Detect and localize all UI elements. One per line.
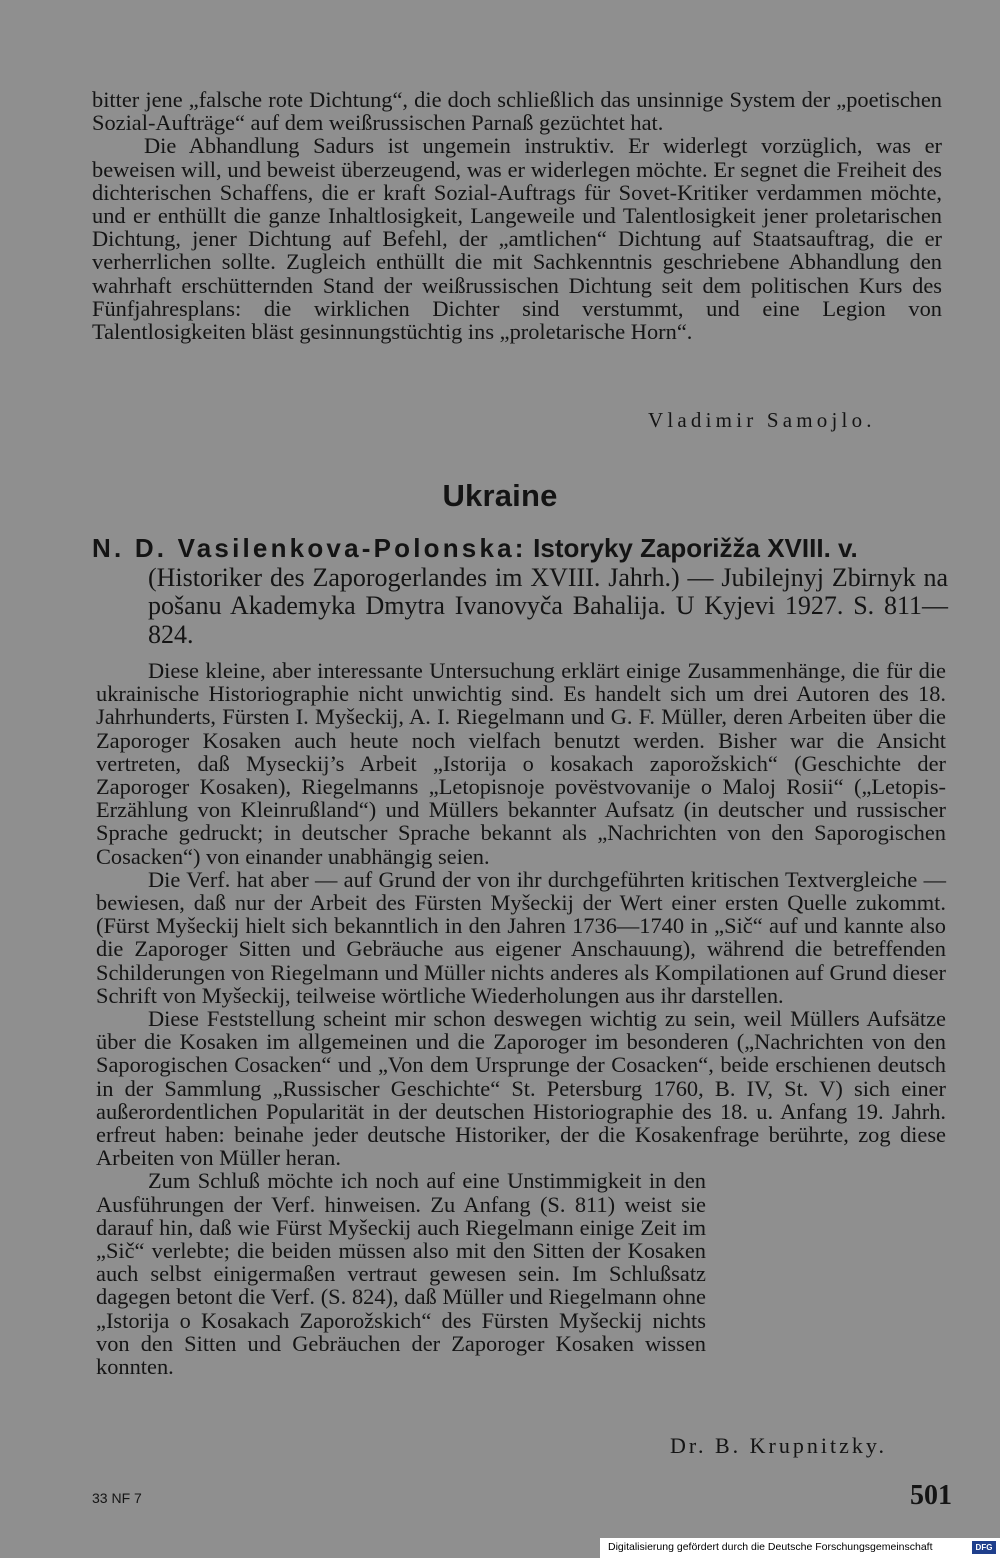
review1-signature: Vladimir Samojlo. <box>648 408 876 432</box>
review2-signature: Dr. B. Krupnitzky. <box>670 1433 887 1458</box>
review2-bibliographic-details: (Historiker des Zaporogerlandes im XVIII. Jahrh.) — Jubilejnyj Zbirnyk na pošanu Akademyka Dmytra Ivanovyča Bahalija. U Kyjevi 1927. S. 811—824. <box>148 562 948 649</box>
review2-paragraph-2: Die Verf. hat aber — auf Grund der von ihr durchgeführten kritischen Textvergleiche — bewiesen, daß nur der Arbeit des Fürsten Myšeckij der Wert einer ersten Quelle zukommt. (Fürst Myšeckij hielt sich bekanntlich in den Jahren 1736—1740 in „Sič“ auf und kannte also die Zaporoger Sitten und Gebräuche aus eigener Anschauung), während die betreffenden Schilderungen von Riegelmann und Müller nichts anderes als Kompilationen auf Grund dieser Schrift von Myšeckij, teilweise wörtliche Wiederholungen aus ihr darstellen. <box>96 866 946 1008</box>
review2-paragraph-3: Diese Feststellung scheint mir schon deswegen wichtig zu sein, weil Müllers Aufsätze über die Kosaken im allgemeinen und die Zaporoger im besonderen („Nachrichten von den Saporogischen Cosacken“ und „Von dem Ursprunge der Cosacken“, beide erschienen deutsch in der Sammlung „Russischer Geschichte“ St. Petersburg 1760, B. IV, St. V) sich einer außerordentlichen Popularität in der deutschen Historiographie des 18. u. Anfang 19. Jahrh. erfreut haben: beinahe jeder deutsche Historiker, der die Kosakenfrage berührte, zog diese Arbeiten von Müller heran. <box>96 1006 946 1171</box>
review1-text <box>92 88 942 343</box>
digitization-credit: Digitalisierung gefördert durch die Deutsche Forschungsgemeinschaft <box>608 1541 933 1553</box>
review2-text <box>96 659 946 1378</box>
review2-paragraph-1: Diese kleine, aber interessante Untersuchung erklärt einige Zusammenhänge, die für die ukrainische Historiographie nicht unwichtig sind. Es handelt sich um drei Autoren des 18. Jahrhunderts, Fürsten I. Myšeckij, A. I. Riegelmann und G. F. Müller, deren Arbeiten über die Zaporoger Kosaken auch heute noch vielfach benutzt werden. Bisher war die Ansicht vertreten, daß Myseckij’s Arbeit „Istorija o kosakach zaporožskich“ (Geschichte der Zaporoger Kosaken), Riegelmanns „Letopisnoje povëstvovanije o Maloj Rosii“ („Letopis-Erzählung von Kleinrußland“) und Müllers bekannter Aufsatz (in deutscher und russischer Sprache gedruckt; in deutscher Sprache bekannt als „Nachrichten von den Saporogischen Cosacken“) von einander unabhängig seien. <box>96 658 946 869</box>
review2-paragraph-4: Zum Schluß möchte ich noch auf eine Unstimmigkeit in den Ausführungen der Verf. hinweisen. Zu Anfang (S. 811) weist sie darauf hin, daß wie Fürst Myšeckij auch Riegelmann einige Zeit im „Sič“ verlebte; die beiden müssen also mit den Sitten der Kosaken auch selbst einigermaßen vertraut gewesen sein. Im Schlußsatz dagegen betont die Verf. (S. 824), daß Müller und Riegelmann ohne „Istorija o Kosakach Zaporožskich“ des Fürsten Myšeckij nichts von den Sitten und Gebräuchen der Zaporoger Kosaken wissen konnten. <box>96 1168 706 1380</box>
review2-bibliography <box>92 534 948 649</box>
page-number: 501 <box>910 1480 952 1511</box>
review1-paragraph-1: bitter jene „falsche rote Dichtung“, die doch schließlich das unsinnige System der „poetischen Sozial-Aufträge“ auf dem weißrussischen Parnaß gezüchtet hat. <box>92 87 942 136</box>
digitization-credit-bar <box>600 1538 1000 1558</box>
review1-paragraph-2: Die Abhandlung Sadurs ist ungemein instruktiv. Er widerlegt vorzüglich, was er beweisen will, und beweist überzeugend, was er widerlegen möchte. Er segnet die Freiheit des dichterischen Schaffens, die er kraft Sozial-Auftrags für Sovet-Kritiker verdammen möchte, und er enthüllt die ganze Inhaltlosigkeit, Langeweile und Talentlosigkeit jener proletarischen Dichtung, jener Dichtung auf Befehl, der „amtlichen“ Dichtung auf Staatsauftrag, die er verherrlichen sollte. Zugleich enthüllt die mit Sachkenntnis geschriebene Abhandlung den wahrhaft erschütternden Stand der weißrussischen Dichtung seit dem politischen Kurs des Fünfjahresplans: die wirklichen Dichter sind verstummt, und eine Legion von Talentlosigkeiten bläst gesinnungstüchtig ins „proletarische Horn“. <box>92 133 942 345</box>
dfg-logo-icon: DFG <box>972 1541 996 1554</box>
review2-author: N. D. Vasilenkova-Polonska: <box>92 533 527 563</box>
review2-title: Istoryky Zaporižža XVIII. v. <box>533 533 858 563</box>
signature-mark: 33 NF 7 <box>92 1490 142 1506</box>
section-heading: Ukraine <box>442 478 558 513</box>
